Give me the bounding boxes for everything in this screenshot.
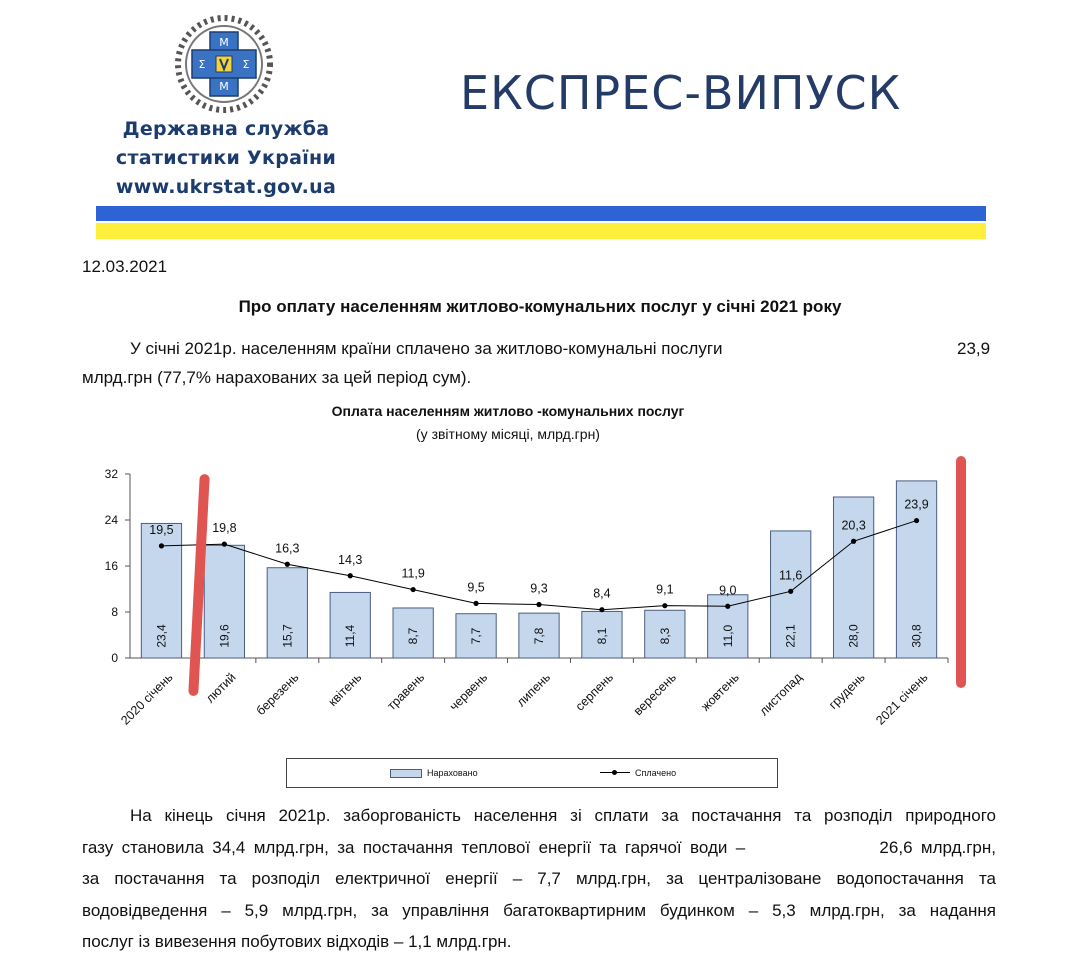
intro-line1: У січні 2021р. населенням країни сплачено за житлово-комунальні послуги bbox=[130, 339, 723, 358]
paid-value-label: 23,9 bbox=[904, 497, 929, 512]
release-date: 12.03.2021 bbox=[82, 257, 168, 276]
debt-line: послуг із вивезення побутових відходів – 1,1 млрд.грн. bbox=[82, 932, 512, 951]
debt-line: за постачання та розподіл електричної енергії – 7,7 млрд.грн, за централізоване водопостачання та bbox=[82, 869, 996, 888]
bar-value-label: 8,1 bbox=[594, 627, 609, 645]
y-tick-label: 8 bbox=[111, 605, 118, 619]
x-tick-label: серпень bbox=[572, 670, 617, 714]
debt-line: газу становила 34,4 млрд.грн, за постачання теплової енергії та гарячої води – 26,6 млрд.грн, bbox=[82, 837, 996, 857]
paid-value-label: 9,5 bbox=[467, 580, 485, 595]
y-tick-label: 0 bbox=[111, 651, 118, 665]
x-tick-label: травень bbox=[384, 670, 428, 714]
paid-value-label: 8,4 bbox=[593, 586, 611, 601]
paid-point bbox=[473, 601, 478, 606]
org-name-line1: Державна служба bbox=[122, 118, 330, 140]
bar-value-label: 30,8 bbox=[909, 624, 924, 648]
intro-line2: млрд.грн (77,7% нарахованих за цей період сум). bbox=[82, 368, 472, 387]
paid-point bbox=[536, 602, 541, 607]
express-release-title: ЕКСПРЕС-ВИПУСК bbox=[460, 66, 902, 120]
y-tick-label: 32 bbox=[104, 467, 118, 481]
y-tick-label: 24 bbox=[104, 513, 118, 527]
paid-point bbox=[159, 543, 164, 548]
svg-text:Σ: Σ bbox=[198, 58, 206, 71]
x-tick-label: вересень bbox=[630, 670, 679, 719]
paid-value-label: 20,3 bbox=[841, 518, 866, 533]
chart-subtitle: (у звітному місяці, млрд.грн) bbox=[416, 426, 600, 442]
bar-value-label: 7,8 bbox=[532, 627, 546, 645]
red-highlight-mark-right bbox=[956, 456, 966, 688]
flag-stripe-blue bbox=[96, 206, 986, 221]
bar-value-label: 7,7 bbox=[469, 627, 484, 645]
x-tick-label: червень bbox=[446, 670, 491, 714]
paid-value-label: 19,5 bbox=[149, 522, 174, 537]
svg-text:M: M bbox=[219, 36, 229, 49]
paid-point bbox=[411, 587, 416, 592]
x-tick-label: 2021 січень bbox=[873, 670, 931, 728]
paid-point bbox=[222, 542, 227, 547]
legend-label-paid: Сплачено bbox=[635, 768, 677, 778]
bar-value-label: 19,6 bbox=[217, 624, 232, 648]
paid-point bbox=[788, 589, 793, 594]
bar-value-label: 23,4 bbox=[154, 624, 169, 648]
paid-value-label: 9,1 bbox=[656, 582, 674, 597]
intro-value: 23,9 bbox=[957, 339, 991, 358]
x-tick-label: липень bbox=[513, 670, 554, 710]
legend-bar-swatch bbox=[390, 769, 422, 778]
paid-value-label: 14,3 bbox=[338, 552, 363, 567]
x-tick-label: лютий bbox=[203, 670, 239, 706]
paid-point bbox=[914, 518, 919, 523]
paid-point bbox=[285, 562, 290, 567]
paid-value-label: 16,3 bbox=[275, 541, 300, 556]
x-tick-label: жовтень bbox=[698, 670, 742, 714]
x-tick-label: грудень bbox=[826, 670, 868, 712]
paid-value-label: 11,9 bbox=[401, 566, 425, 581]
chart-legend bbox=[286, 758, 778, 788]
debt-line: На кінець січня 2021р. заборгованість населення зі сплати за постачання та розподіл природного bbox=[130, 806, 996, 825]
paid-point bbox=[851, 539, 856, 544]
paid-value-label: 9,3 bbox=[530, 581, 548, 596]
website-link[interactable]: www.ukrstat.gov.ua bbox=[115, 176, 337, 198]
paid-value-label: 19,8 bbox=[212, 521, 237, 536]
legend-dot-marker bbox=[612, 770, 617, 775]
bar-value-label: 22,1 bbox=[783, 624, 798, 648]
x-tick-label: 2020 січень bbox=[118, 670, 176, 728]
chart-title: Оплата населенням житлово -комунальних послуг bbox=[331, 403, 685, 419]
payments-chart bbox=[0, 455, 1080, 755]
legend-label-accrued: Нараховано bbox=[427, 768, 478, 778]
paid-point bbox=[662, 603, 667, 608]
paid-point bbox=[599, 607, 604, 612]
bar-value-label: 8,3 bbox=[657, 627, 672, 645]
paid-value-label: 9,0 bbox=[719, 583, 737, 598]
x-tick-label: квітень bbox=[325, 670, 365, 710]
paid-value-label: 11,6 bbox=[778, 568, 803, 583]
bar-value-label: 8,7 bbox=[406, 627, 421, 645]
org-name-line2: статистики України bbox=[115, 147, 337, 169]
svg-text:Σ: Σ bbox=[242, 58, 250, 71]
bar-value-label: 15,7 bbox=[280, 624, 295, 648]
y-tick-label: 16 bbox=[104, 559, 118, 573]
debt-line: водовідведення – 5,9 млрд.грн, за управління багатоквартирним будинком – 5,3 млрд.грн, за надання bbox=[82, 900, 996, 920]
svg-text:M: M bbox=[219, 80, 229, 93]
bar-value-label: 28,0 bbox=[846, 624, 861, 648]
paid-point bbox=[348, 573, 353, 578]
headline: Про оплату населенням житлово-комунальних послуг у січні 2021 року bbox=[238, 297, 842, 316]
bar-value-label: 11,0 bbox=[720, 624, 735, 648]
debt-paragraph bbox=[82, 800, 996, 958]
paid-point bbox=[725, 604, 730, 609]
x-tick-label: березень bbox=[253, 670, 302, 718]
ukrstat-logo bbox=[172, 12, 276, 116]
flag-stripe-yellow bbox=[96, 223, 986, 239]
bar-value-label: 11,4 bbox=[343, 624, 358, 648]
x-tick-label: листопад bbox=[756, 670, 805, 719]
